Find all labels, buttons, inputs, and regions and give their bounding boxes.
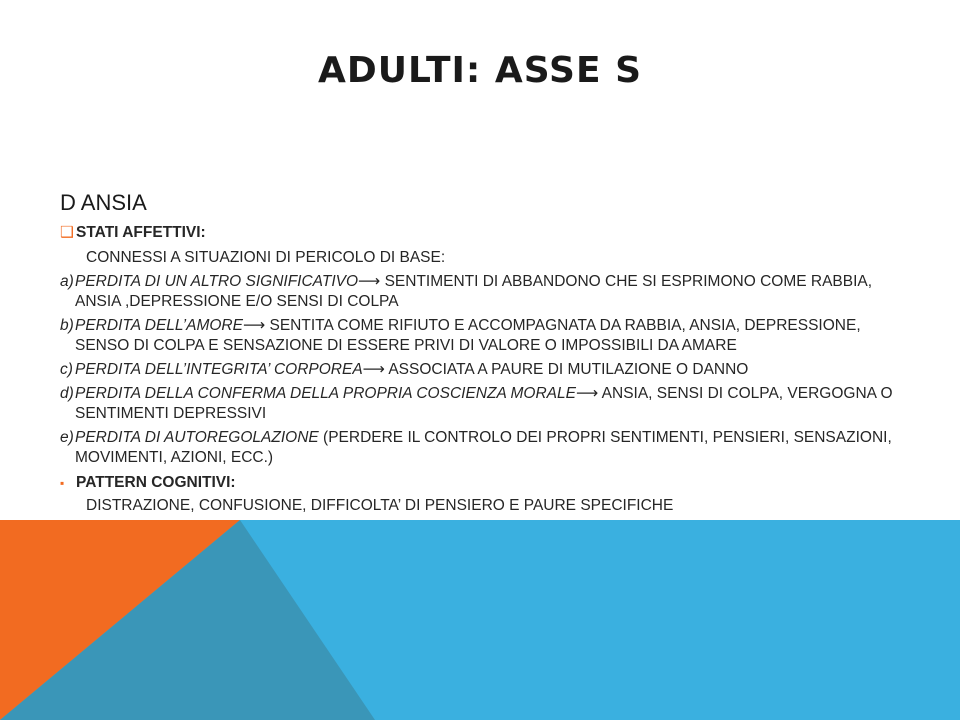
item-text <box>75 384 910 424</box>
item-text <box>75 272 910 312</box>
bullet-label: PATTERN COGNITIVI: <box>76 474 236 491</box>
item-letter: c) <box>60 361 73 378</box>
bullet-stati-affettivi <box>60 222 910 244</box>
item-italic-term: PERDITA DI UN ALTRO SIGNIFICATIVO <box>75 273 359 290</box>
pattern-text: DISTRAZIONE, CONFUSIONE, DIFFICOLTA’ DI PENSIERO E PAURE SPECIFICHE <box>86 497 674 514</box>
item-description: (PERDERE IL CONTROLO DEI PROPRI SENTIMENTI, PENSIERI, SENSAZIONI, MOVIMENTI, AZIONI, ECC.) <box>75 429 892 466</box>
slide-content <box>60 190 910 516</box>
item-description: ⟶ SENTIMENTI DI ABBANDONO CHE SI ESPRIMONO COME RABBIA, ANSIA ,DEPRESSIONE E/O SENSI DI COLPA <box>75 273 873 310</box>
item-text <box>75 360 910 380</box>
item-text <box>75 316 910 356</box>
item-letter: a) <box>60 273 74 290</box>
list-items <box>60 272 910 468</box>
item-letter: b) <box>60 317 74 334</box>
list-item <box>60 272 910 312</box>
bullet-label: STATI AFFETTIVI: <box>76 224 206 241</box>
item-description: ⟶ ANSIA, SENSI DI COLPA, VERGOGNA O SENTIMENTI DEPRESSIVI <box>75 385 893 422</box>
item-description: ⟶ ASSOCIATA A PAURE DI MUTILAZIONE O DANNO <box>362 361 749 378</box>
checkbox-bullet-icon: ❑ <box>60 224 74 241</box>
item-description: ⟶ SENTITA COME RIFIUTO E ACCOMPAGNATA DA RABBIA, ANSIA, DEPRESSIONE, SENSO DI COLPA E SENSAZIONE DI ESSERE PRIVI DI VALORE O IMPOSSIBILI DA AMARE <box>75 317 861 354</box>
item-text <box>75 428 910 468</box>
slide-title: ADULTI: ASSE S <box>318 50 642 91</box>
list-item <box>60 316 910 356</box>
item-italic-term: PERDITA DELLA CONFERMA DELLA PROPRIA COSCIENZA MORALE <box>75 385 576 402</box>
bullet-pattern-cognitivi <box>60 472 910 494</box>
item-italic-term: PERDITA DI AUTOREGOLAZIONE <box>75 429 319 446</box>
sub-heading: CONNESSI A SITUAZIONI DI PERICOLO DI BASE: <box>86 249 446 266</box>
section-heading: D ANSIA <box>60 190 147 215</box>
list-item <box>60 428 910 468</box>
square-bullet-icon: ▪ <box>60 476 65 490</box>
item-italic-term: PERDITA DELL’INTEGRITA’ CORPOREA <box>75 361 363 378</box>
list-item <box>60 360 910 380</box>
item-letter: e) <box>60 429 74 446</box>
list-item <box>60 384 910 424</box>
item-letter: d) <box>60 385 74 402</box>
item-italic-term: PERDITA DELL’AMORE <box>75 317 243 334</box>
